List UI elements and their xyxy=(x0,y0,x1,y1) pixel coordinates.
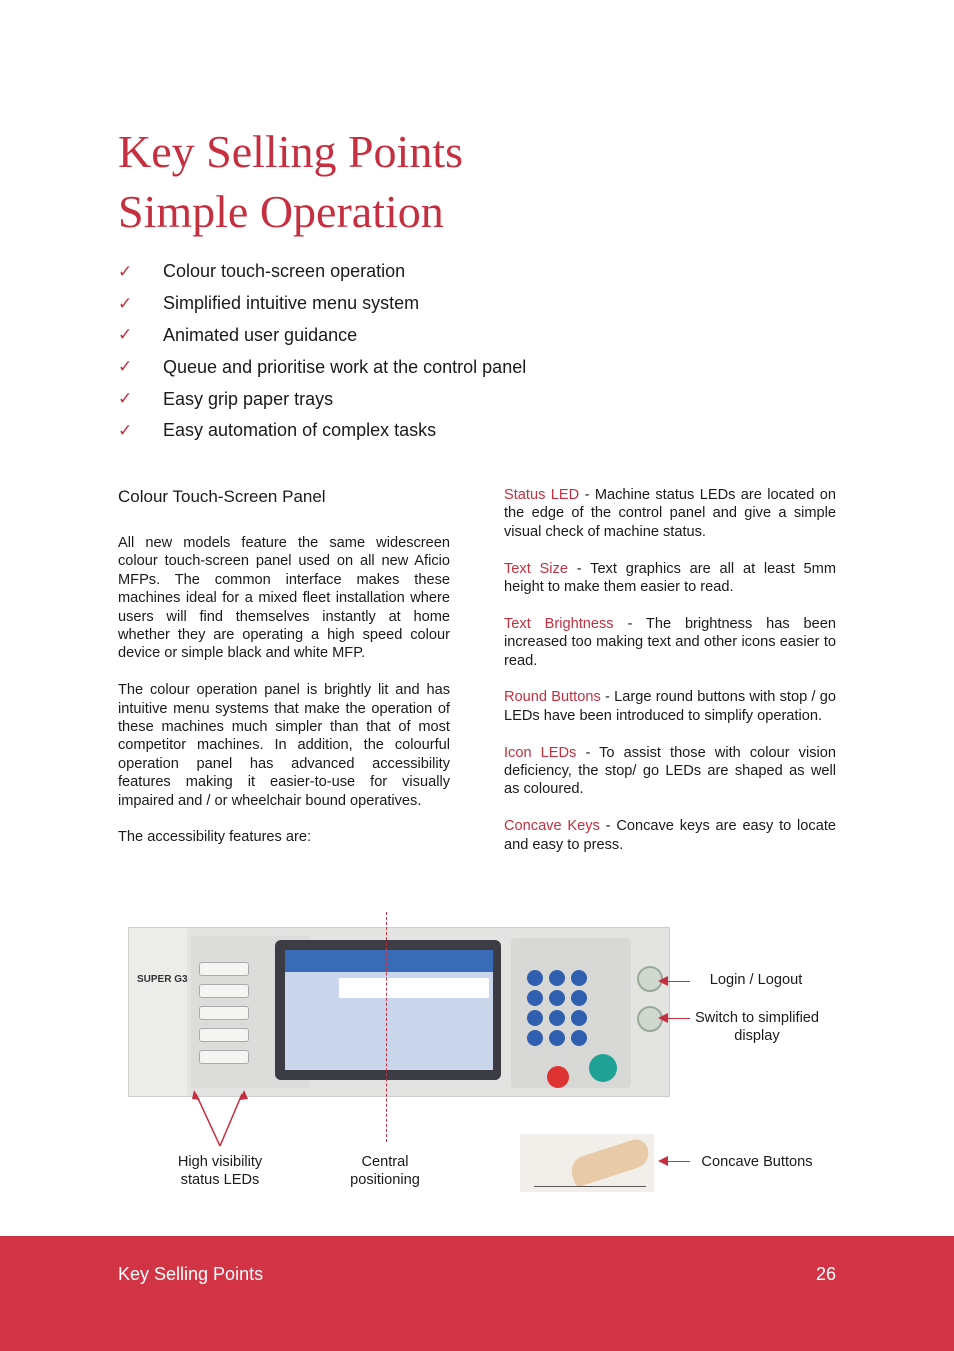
feature-item: Text Size - Text graphics are all at least 5mm height to make them easier to read. xyxy=(504,560,836,596)
page-title xyxy=(118,122,463,242)
checkmark-icon: ✓ xyxy=(118,420,133,440)
checkmark-icon: ✓ xyxy=(118,325,133,345)
feature-name: Concave Keys xyxy=(504,818,600,835)
feature-item: Concave Keys - Concave keys are easy to locate and easy to press. xyxy=(504,818,836,853)
title-line-2: Simple Operation xyxy=(118,186,444,237)
finger-icon xyxy=(568,1136,653,1187)
control-panel-photo xyxy=(128,927,670,1097)
paragraph: The accessibility features are: xyxy=(118,829,312,846)
list-item: ✓ Easy automation of complex tasks xyxy=(118,420,437,441)
feature-item: Round Buttons - Large round buttons with stop / go LEDs have been introduced to simplify operation. xyxy=(504,689,836,724)
feature-name: Text Brightness xyxy=(504,615,614,632)
features-column xyxy=(504,486,836,872)
list-item: ✓ Animated user guidance xyxy=(118,324,358,345)
super-g3-logo: SUPER G3 xyxy=(137,974,188,985)
feature-name: Round Buttons xyxy=(504,689,601,706)
left-column xyxy=(118,534,450,865)
start-key xyxy=(589,1054,617,1082)
list-item: ✓ Queue and prioritise work at the control panel xyxy=(118,356,527,377)
title-line-1: Key Selling Points xyxy=(118,126,464,177)
concave-button-photo xyxy=(520,1134,654,1192)
paragraph: The colour operation panel is brightly lit and has intuitive menu systems that make the operation of these machines much simpler than that of most competitor machines. In addition, the colourful operation panel has advanced accessibility features making it easier-to-use for visually impaired and / or wheelchair bound operatives. xyxy=(118,682,450,809)
switch-arrow xyxy=(668,1018,690,1019)
status-led-pointer-lines xyxy=(190,1090,250,1150)
benefits-checklist xyxy=(118,256,526,447)
section-heading: Colour Touch-Screen Panel xyxy=(118,487,326,506)
feature-item: Status LED - Machine status LEDs are located on the edge of the control panel and give a simple visual check of machine status. xyxy=(504,487,836,540)
switch-callout: Switch to simplified display xyxy=(694,1010,820,1045)
footer-label: Key Selling Points xyxy=(118,1264,264,1284)
page-footer xyxy=(0,1236,954,1351)
list-item: ✓ Colour touch-screen operation xyxy=(118,261,406,282)
checkmark-icon: ✓ xyxy=(118,261,133,281)
feature-name: Status LED xyxy=(504,487,580,503)
leds-callout: High visibility status LEDs xyxy=(177,1154,263,1189)
login-callout: Login / Logout xyxy=(709,972,803,988)
paragraph: All new models feature the same widescreen colour touch-screen panel used on all new Aficio MFPs. The common interface makes these machines ideal for a mixed fleet installation where users will find themselves instantly at home whether they are operating a high speed colour device or simple black and white MFP. xyxy=(118,535,450,662)
checkmark-icon: ✓ xyxy=(118,293,133,313)
feature-name: Icon LEDs xyxy=(504,744,577,761)
list-item: ✓ Easy grip paper trays xyxy=(118,388,334,409)
feature-name: Text Size xyxy=(504,560,568,577)
concave-callout: Concave Buttons xyxy=(701,1154,813,1170)
feature-item: Text Brightness - The brightness has been increased too making text and other icons easier to read. xyxy=(504,615,836,669)
page-number: 26 xyxy=(815,1264,836,1284)
central-callout: Central positioning xyxy=(350,1154,420,1189)
checkmark-icon: ✓ xyxy=(118,389,133,409)
login-arrow xyxy=(668,981,690,982)
list-item: ✓ Simplified intuitive menu system xyxy=(118,293,420,314)
concave-arrow xyxy=(668,1161,690,1162)
center-guide-line xyxy=(386,912,387,1142)
stop-key xyxy=(547,1066,569,1088)
feature-item: Icon LEDs - To assist those with colour vision deficiency, the stop/ go LEDs are shaped as well as coloured. xyxy=(504,744,836,798)
checkmark-icon: ✓ xyxy=(118,357,133,377)
